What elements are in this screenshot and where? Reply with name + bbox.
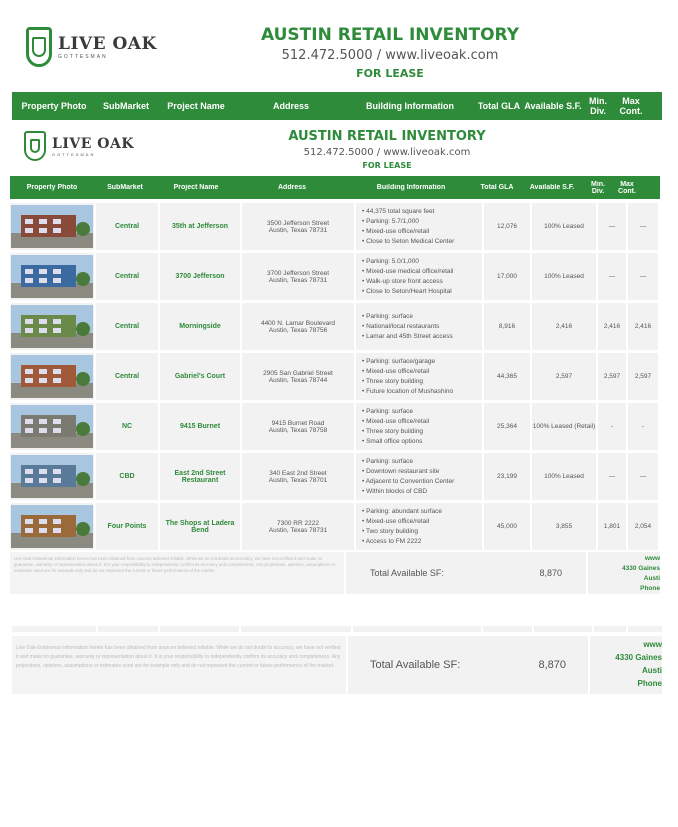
info-item: • Three story building: [362, 427, 424, 435]
address-line1: 9415 Burnet Road: [271, 419, 325, 427]
max-cont-cell: 2,416: [628, 303, 658, 350]
property-photo: [10, 353, 94, 400]
address-line1: 4400 N. Lamar Boulevard: [260, 319, 336, 327]
building-info-cell: [356, 503, 482, 550]
address-box: [588, 552, 660, 594]
info-item: • Parking: 5.0/1,000: [362, 257, 419, 265]
available-sf-cell: 100% Leased (Retail): [532, 403, 596, 450]
property-photo: [10, 303, 94, 350]
page-title: AUSTIN RETAIL INVENTORY: [288, 129, 486, 144]
col-max: Max Cont.: [619, 96, 643, 116]
header-front: [262, 128, 512, 172]
address-line1: 3500 Jefferson Street: [266, 219, 330, 227]
submarket-cell: CBD: [96, 453, 158, 500]
col-project: Project Name: [167, 101, 225, 111]
info-item: • Mixed-use office/retail: [362, 227, 430, 235]
col-min: Min. Div.: [589, 96, 607, 116]
address-line: Austi: [642, 666, 662, 675]
max-cont-cell: —: [628, 253, 658, 300]
address-cell: [242, 203, 354, 250]
min-div-cell: 1,801: [598, 503, 626, 550]
col-available: Available S.F.: [524, 101, 582, 111]
total-box: [346, 552, 586, 594]
property-photo: [10, 403, 94, 450]
total-value: 8,870: [538, 659, 566, 671]
address-line2: Austin, Texas 78744: [268, 376, 328, 384]
available-sf-cell: 2,597: [532, 353, 596, 400]
min-div-cell: —: [598, 453, 626, 500]
min-div-cell: —: [598, 253, 626, 300]
building-info-list: [362, 312, 453, 342]
submarket-cell: Central: [96, 253, 158, 300]
min-div-cell: 2,416: [598, 303, 626, 350]
info-item: • Mixed-use office/retail: [362, 367, 430, 375]
total-gla-cell: 45,000: [484, 503, 530, 550]
available-sf-cell: 3,855: [532, 503, 596, 550]
address-line1: 3700 Jefferson Street: [266, 269, 330, 277]
address-line: 4330 Gaines: [615, 653, 662, 662]
address-line: Austi: [643, 575, 660, 582]
project-name-cell: Gabriel's Court: [160, 353, 240, 400]
project-name-cell: East 2nd Street Restaurant: [160, 453, 240, 500]
project-name-cell: 35th at Jefferson: [160, 203, 240, 250]
max-cont-cell: —: [628, 453, 658, 500]
table-row: [10, 253, 660, 300]
total-box: [348, 636, 588, 694]
address-line2: Austin, Texas 78731: [268, 276, 328, 284]
building-info-list: [362, 507, 442, 547]
subtitle: FOR LEASE: [362, 161, 412, 170]
logo-back: [26, 27, 157, 67]
building-info-cell: [356, 403, 482, 450]
column-header-bar-back: [12, 92, 662, 120]
address-line: www: [644, 555, 660, 562]
total-gla-cell: 12,076: [484, 203, 530, 250]
building-info-list: [362, 207, 454, 247]
building-info-cell: [356, 253, 482, 300]
info-item: • Parking: surface: [362, 312, 414, 320]
info-item: • Two story building: [362, 527, 418, 535]
info-item: • Mixed-use medical office/retail: [362, 267, 454, 275]
col-min: Min. Div.: [591, 180, 605, 195]
building-info-list: [362, 357, 453, 397]
brand-sub: GOTTESMAN: [58, 54, 108, 60]
address-line1: 340 East 2nd Street: [269, 469, 327, 477]
building-info-list: [362, 407, 429, 447]
address-line1: 2905 San Gabriel Street: [263, 369, 333, 377]
submarket-cell: Four Points: [96, 503, 158, 550]
property-photo: [10, 453, 94, 500]
info-item: • Downtown restaurant site: [362, 467, 440, 475]
total-gla-cell: 17,000: [484, 253, 530, 300]
disclaimer: Live Oak-Gottesman information herein has been obtained from sources believed reliable. While we do not doubt its accuracy, we have not verified it and make no guarantee, warranty or representation about it. It is your responsibility to independently confirm its accuracy and completeness. Any projections, opinions, assumptions or estimates used are for example only and do not represent the current or future performance of the market.: [12, 636, 346, 694]
info-item: • Parking: 5.7/1,000: [362, 217, 419, 225]
contact-line: 512.472.5000 / www.liveoak.com: [281, 48, 499, 63]
table-row: [10, 403, 660, 450]
header-back: [250, 24, 530, 82]
max-cont-cell: —: [628, 203, 658, 250]
col-address: Address: [277, 184, 306, 191]
brand-name: LIVE OAK: [52, 135, 135, 152]
submarket-cell: Central: [96, 303, 158, 350]
project-name-cell: 9415 Burnet: [160, 403, 240, 450]
back-table-strip: [12, 626, 662, 632]
info-item: • Close to Seton/Heart Hospital: [362, 287, 452, 295]
total-value: 8,870: [539, 568, 562, 578]
disclaimer: Live Oak-Gottesman information herein has been obtained from sources believed reliable. While we do not doubt its accuracy, we have not verified it and make no guarantee, warranty or representation about it. It is your responsibility to independently confirm its accuracy and completeness. Any projections, opinions, assumptions or estimates used are for example only and do not represent the current or future performance of the market.: [10, 552, 344, 594]
total-gla-cell: 8,916: [484, 303, 530, 350]
info-item: • Adjacent to Convention Center: [362, 477, 455, 485]
column-header-bar: [10, 176, 660, 199]
property-photo: [10, 253, 94, 300]
contact-line: 512.472.5000 / www.liveoak.com: [303, 147, 471, 158]
submarket-cell: Central: [96, 353, 158, 400]
info-item: • Walk-up store front access: [362, 277, 443, 285]
info-item: • Parking: surface/garage: [362, 357, 436, 365]
info-item: • Within blocks of CBD: [362, 487, 428, 495]
info-item: • National/local restaurants: [362, 322, 440, 330]
address-line: 4330 Gaines: [622, 565, 660, 572]
property-photo: [10, 503, 94, 550]
total-label: Total Available SF:: [370, 659, 461, 671]
info-item: • Future location of Mushashino: [362, 387, 454, 395]
col-info: Building Information: [376, 184, 446, 191]
available-sf-cell: 100% Leased: [532, 253, 596, 300]
col-submarket: SubMarket: [107, 184, 143, 191]
building-info-list: [362, 257, 453, 297]
address-cell: [242, 303, 354, 350]
info-item: • Mixed-use office/retail: [362, 417, 430, 425]
subtitle: FOR LEASE: [356, 67, 424, 80]
table-row: [10, 303, 660, 350]
col-project: Project Name: [173, 184, 219, 191]
address-line1: 7300 RR 2222: [277, 519, 319, 527]
building-info-cell: [356, 203, 482, 250]
col-photo: Property Photo: [26, 184, 78, 191]
address-line2: Austin, Texas 78756: [268, 326, 328, 334]
address-cell: [242, 403, 354, 450]
max-cont-cell: 2,597: [628, 353, 658, 400]
col-submarket: SubMarket: [102, 101, 149, 111]
col-available: Available S.F.: [529, 184, 575, 191]
total-gla-cell: 44,365: [484, 353, 530, 400]
page-title: AUSTIN RETAIL INVENTORY: [260, 25, 520, 45]
submarket-cell: Central: [96, 203, 158, 250]
info-item: • Parking: abundant surface: [362, 507, 442, 515]
col-info: Building Information: [366, 101, 454, 111]
info-item: • 44,375 total square feet: [362, 207, 435, 215]
total-label: Total Available SF:: [370, 568, 444, 578]
brand-name: LIVE OAK: [58, 34, 157, 54]
col-gla: Total GLA: [480, 184, 514, 191]
building-info-list: [362, 457, 454, 497]
info-item: • Access to FM 2222: [362, 537, 422, 545]
logo-front: [24, 131, 134, 161]
info-item: • Mixed-use office/retail: [362, 517, 430, 525]
shield-logo-icon: [26, 27, 52, 67]
address-cell: [242, 503, 354, 550]
available-sf-cell: 2,416: [532, 303, 596, 350]
address-line: Phone: [637, 679, 662, 688]
total-gla-cell: 23,199: [484, 453, 530, 500]
footer-front: [10, 552, 660, 594]
info-item: • Parking: surface: [362, 457, 414, 465]
address-box: [590, 636, 662, 694]
table-row: [10, 353, 660, 400]
property-photo: [10, 203, 94, 250]
table-row: [10, 203, 660, 250]
max-cont-cell: 2,054: [628, 503, 658, 550]
info-item: • Parking: surface: [362, 407, 414, 415]
address-line: Phone: [640, 585, 660, 592]
project-name-cell: 3700 Jefferson: [160, 253, 240, 300]
info-item: • Small office options: [362, 437, 423, 445]
max-cont-cell: -: [628, 403, 658, 450]
info-item: • Three story building: [362, 377, 424, 385]
address-line2: Austin, Texas 78701: [268, 476, 328, 484]
brand-sub: GOTTESMAN: [52, 151, 96, 157]
submarket-cell: NC: [96, 403, 158, 450]
total-gla-cell: 25,364: [484, 403, 530, 450]
address-line: www: [643, 640, 662, 649]
col-gla: Total GLA: [477, 101, 521, 111]
building-info-cell: [356, 303, 482, 350]
address-line2: Austin, Texas 78731: [268, 226, 328, 234]
table-row: [10, 453, 660, 500]
col-max: Max Cont.: [618, 180, 636, 195]
address-line2: Austin, Texas 78731: [268, 526, 328, 534]
col-address: Address: [272, 101, 309, 111]
min-div-cell: —: [598, 203, 626, 250]
address-cell: [242, 253, 354, 300]
project-name-cell: Morningside: [160, 303, 240, 350]
available-sf-cell: 100% Leased: [532, 453, 596, 500]
address-cell: [242, 353, 354, 400]
building-info-cell: [356, 453, 482, 500]
col-photo: Property Photo: [21, 101, 87, 111]
table-row: [10, 503, 660, 550]
address-line2: Austin, Texas 78758: [268, 426, 328, 434]
footer-back: [12, 636, 662, 694]
info-item: • Lamar and 45th Street access: [362, 332, 453, 340]
info-item: • Close to Seton Medical Center: [362, 237, 455, 245]
min-div-cell: 2,597: [598, 353, 626, 400]
building-info-cell: [356, 353, 482, 400]
available-sf-cell: 100% Leased: [532, 203, 596, 250]
shield-logo-icon: [24, 131, 46, 161]
min-div-cell: -: [598, 403, 626, 450]
address-cell: [242, 453, 354, 500]
project-name-cell: The Shops at Ladera Bend: [160, 503, 240, 550]
